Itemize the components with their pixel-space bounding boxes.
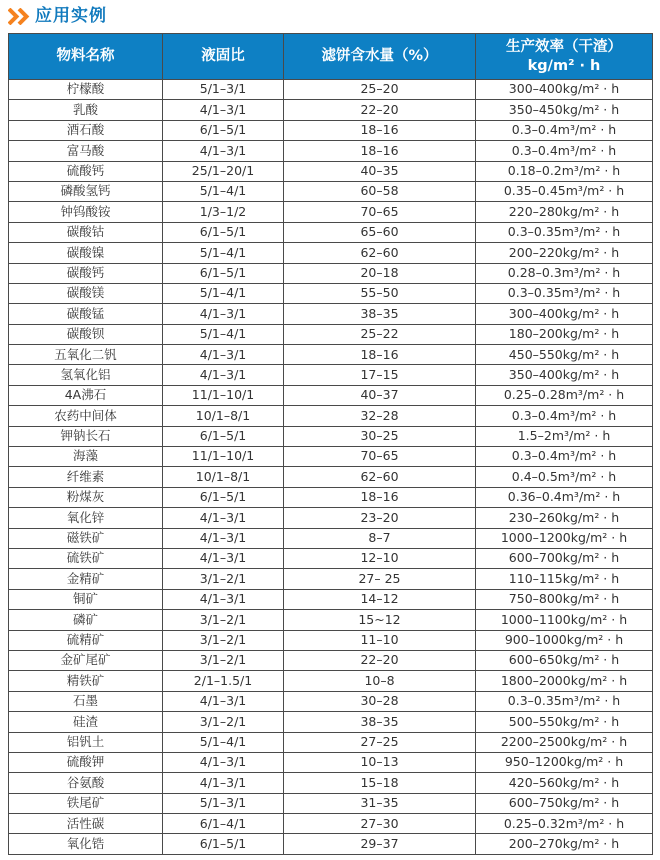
cell-efficiency: 500–550kg/m² · h	[476, 712, 653, 732]
table-row	[9, 222, 653, 242]
table-row	[9, 732, 653, 752]
table-row	[9, 120, 653, 140]
cell-efficiency: 750–800kg/m² · h	[476, 589, 653, 609]
cell-name: 酒石酸	[9, 120, 163, 140]
double-chevron-icon	[8, 8, 30, 25]
table-row	[9, 243, 653, 263]
table-row	[9, 406, 653, 426]
cell-efficiency: 300–400kg/m² · h	[476, 304, 653, 324]
cell-moisture: 62–60	[284, 467, 476, 487]
cell-ratio: 5/1–3/1	[163, 793, 284, 813]
table-row	[9, 161, 653, 181]
cell-ratio: 25/1–20/1	[163, 161, 284, 181]
cell-efficiency: 0.3–0.4m³/m² · h	[476, 447, 653, 467]
cell-efficiency: 1800–2000kg/m² · h	[476, 671, 653, 691]
cell-name: 粉煤灰	[9, 487, 163, 507]
cell-moisture: 31–35	[284, 793, 476, 813]
table-row	[9, 814, 653, 834]
cell-name: 硫酸钙	[9, 161, 163, 181]
cell-efficiency: 0.3–0.4m³/m² · h	[476, 406, 653, 426]
cell-efficiency: 230–260kg/m² · h	[476, 508, 653, 528]
table-row	[9, 263, 653, 283]
cell-name: 4A沸石	[9, 385, 163, 405]
cell-moisture: 40–37	[284, 385, 476, 405]
cell-efficiency: 0.3–0.4m³/m² · h	[476, 141, 653, 161]
table-row	[9, 141, 653, 161]
cell-ratio: 6/1–5/1	[163, 120, 284, 140]
cell-ratio: 3/1–2/1	[163, 610, 284, 630]
cell-name: 碳酸钙	[9, 263, 163, 283]
cell-name: 硫酸钾	[9, 752, 163, 772]
cell-name: 磷矿	[9, 610, 163, 630]
cell-efficiency: 180–200kg/m² · h	[476, 324, 653, 344]
cell-ratio: 3/1–2/1	[163, 650, 284, 670]
cell-efficiency: 0.35–0.45m³/m² · h	[476, 181, 653, 201]
cell-name: 铜矿	[9, 589, 163, 609]
table-row	[9, 548, 653, 568]
cell-ratio: 1/3–1/2	[163, 202, 284, 222]
table-row	[9, 385, 653, 405]
efficiency-header-line2: kg/m² · h	[527, 57, 601, 74]
col-header-ratio: 液固比	[163, 34, 284, 80]
cell-efficiency: 600–650kg/m² · h	[476, 650, 653, 670]
cell-moisture: 30–25	[284, 426, 476, 446]
cell-efficiency: 1000–1100kg/m² · h	[476, 610, 653, 630]
cell-efficiency: 0.3–0.35m³/m² · h	[476, 283, 653, 303]
table-row	[9, 304, 653, 324]
application-examples-table	[8, 33, 653, 855]
cell-efficiency: 0.3–0.4m³/m² · h	[476, 120, 653, 140]
cell-efficiency: 0.4–0.5m³/m² · h	[476, 467, 653, 487]
cell-moisture: 17–15	[284, 365, 476, 385]
cell-ratio: 4/1–3/1	[163, 548, 284, 568]
cell-moisture: 60–58	[284, 181, 476, 201]
page-title: 应用实例	[35, 5, 107, 26]
cell-efficiency: 350–450kg/m² · h	[476, 100, 653, 120]
cell-efficiency: 350–400kg/m² · h	[476, 365, 653, 385]
table-row	[9, 345, 653, 365]
cell-name: 硅渣	[9, 712, 163, 732]
cell-efficiency: 200–270kg/m² · h	[476, 834, 653, 854]
cell-moisture: 15~12	[284, 610, 476, 630]
cell-name: 农药中间体	[9, 406, 163, 426]
cell-ratio: 6/1–5/1	[163, 834, 284, 854]
cell-ratio: 4/1–3/1	[163, 100, 284, 120]
cell-ratio: 3/1–2/1	[163, 630, 284, 650]
table-row	[9, 80, 653, 100]
table-row	[9, 181, 653, 201]
cell-ratio: 4/1–3/1	[163, 528, 284, 548]
cell-name: 氧化锌	[9, 508, 163, 528]
cell-efficiency: 0.25–0.28m³/m² · h	[476, 385, 653, 405]
cell-ratio: 4/1–3/1	[163, 508, 284, 528]
cell-name: 碳酸镍	[9, 243, 163, 263]
cell-name: 氢氧化铝	[9, 365, 163, 385]
cell-efficiency: 1.5–2m³/m² · h	[476, 426, 653, 446]
cell-moisture: 70–65	[284, 447, 476, 467]
cell-name: 柠檬酸	[9, 80, 163, 100]
cell-moisture: 22–20	[284, 650, 476, 670]
cell-moisture: 22–20	[284, 100, 476, 120]
table-row	[9, 773, 653, 793]
cell-moisture: 18–16	[284, 487, 476, 507]
cell-ratio: 4/1–3/1	[163, 365, 284, 385]
cell-ratio: 3/1–2/1	[163, 712, 284, 732]
cell-name: 氧化锆	[9, 834, 163, 854]
cell-efficiency: 450–550kg/m² · h	[476, 345, 653, 365]
cell-moisture: 55–50	[284, 283, 476, 303]
table-row	[9, 202, 653, 222]
table-row	[9, 691, 653, 711]
table-row	[9, 569, 653, 589]
cell-ratio: 6/1–4/1	[163, 814, 284, 834]
cell-name: 碳酸锰	[9, 304, 163, 324]
cell-efficiency: 1000–1200kg/m² · h	[476, 528, 653, 548]
cell-name: 磁铁矿	[9, 528, 163, 548]
table-row	[9, 447, 653, 467]
table-row	[9, 324, 653, 344]
cell-ratio: 5/1–4/1	[163, 181, 284, 201]
cell-ratio: 5/1–4/1	[163, 324, 284, 344]
col-header-material: 物料名称	[9, 34, 163, 80]
cell-moisture: 70–65	[284, 202, 476, 222]
cell-moisture: 27– 25	[284, 569, 476, 589]
cell-ratio: 4/1–3/1	[163, 752, 284, 772]
cell-name: 乳酸	[9, 100, 163, 120]
cell-moisture: 38–35	[284, 712, 476, 732]
cell-efficiency: 200–220kg/m² · h	[476, 243, 653, 263]
cell-efficiency: 900–1000kg/m² · h	[476, 630, 653, 650]
cell-name: 铝钒土	[9, 732, 163, 752]
cell-efficiency: 300–400kg/m² · h	[476, 80, 653, 100]
cell-efficiency: 0.18–0.2m³/m² · h	[476, 161, 653, 181]
cell-ratio: 10/1–8/1	[163, 467, 284, 487]
cell-ratio: 11/1–10/1	[163, 385, 284, 405]
cell-name: 富马酸	[9, 141, 163, 161]
cell-moisture: 25–22	[284, 324, 476, 344]
cell-efficiency: 220–280kg/m² · h	[476, 202, 653, 222]
cell-name: 钾钠长石	[9, 426, 163, 446]
cell-moisture: 25–20	[284, 80, 476, 100]
cell-moisture: 20–18	[284, 263, 476, 283]
cell-moisture: 18–16	[284, 345, 476, 365]
cell-name: 精铁矿	[9, 671, 163, 691]
cell-ratio: 2/1–1.5/1	[163, 671, 284, 691]
cell-moisture: 29–37	[284, 834, 476, 854]
cell-efficiency: 2200–2500kg/m² · h	[476, 732, 653, 752]
cell-efficiency: 0.3–0.35m³/m² · h	[476, 222, 653, 242]
cell-name: 五氧化二钒	[9, 345, 163, 365]
cell-ratio: 6/1–5/1	[163, 263, 284, 283]
cell-moisture: 15–18	[284, 773, 476, 793]
cell-ratio: 4/1–3/1	[163, 691, 284, 711]
cell-name: 硫精矿	[9, 630, 163, 650]
cell-moisture: 14–12	[284, 589, 476, 609]
cell-name: 硫铁矿	[9, 548, 163, 568]
table-row	[9, 100, 653, 120]
table-header-row	[9, 34, 653, 80]
cell-moisture: 40–35	[284, 161, 476, 181]
cell-name: 碳酸钴	[9, 222, 163, 242]
col-header-efficiency	[476, 34, 653, 80]
cell-name: 磷酸氢钙	[9, 181, 163, 201]
cell-ratio: 5/1–3/1	[163, 80, 284, 100]
table-row	[9, 793, 653, 813]
efficiency-header-line1: 生产效率（干渣）	[506, 39, 622, 56]
table-row	[9, 712, 653, 732]
cell-name: 碳酸钡	[9, 324, 163, 344]
cell-moisture: 38–35	[284, 304, 476, 324]
cell-ratio: 6/1–5/1	[163, 222, 284, 242]
cell-name: 碳酸镁	[9, 283, 163, 303]
col-header-moisture: 滤饼含水量（%）	[284, 34, 476, 80]
cell-name: 金精矿	[9, 569, 163, 589]
cell-name: 海藻	[9, 447, 163, 467]
cell-moisture: 10–13	[284, 752, 476, 772]
cell-moisture: 8–7	[284, 528, 476, 548]
cell-efficiency: 0.25–0.32m³/m² · h	[476, 814, 653, 834]
cell-name: 谷氨酸	[9, 773, 163, 793]
cell-ratio: 10/1–8/1	[163, 406, 284, 426]
cell-moisture: 11–10	[284, 630, 476, 650]
cell-moisture: 32–28	[284, 406, 476, 426]
cell-ratio: 6/1–5/1	[163, 426, 284, 446]
table-row	[9, 528, 653, 548]
cell-name: 石墨	[9, 691, 163, 711]
table-row	[9, 426, 653, 446]
table-body	[9, 80, 653, 855]
cell-efficiency: 0.36–0.4m³/m² · h	[476, 487, 653, 507]
cell-ratio: 6/1–5/1	[163, 487, 284, 507]
section-title-bar	[0, 0, 660, 33]
cell-efficiency: 600–700kg/m² · h	[476, 548, 653, 568]
table-row	[9, 671, 653, 691]
cell-moisture: 30–28	[284, 691, 476, 711]
cell-name: 纤维素	[9, 467, 163, 487]
cell-efficiency: 0.3–0.35m³/m² · h	[476, 691, 653, 711]
cell-efficiency: 420–560kg/m² · h	[476, 773, 653, 793]
cell-efficiency: 0.28–0.3m³/m² · h	[476, 263, 653, 283]
cell-efficiency: 110–115kg/m² · h	[476, 569, 653, 589]
table-row	[9, 467, 653, 487]
cell-moisture: 65–60	[284, 222, 476, 242]
table-row	[9, 630, 653, 650]
cell-moisture: 18–16	[284, 120, 476, 140]
cell-ratio: 4/1–3/1	[163, 141, 284, 161]
cell-ratio: 4/1–3/1	[163, 773, 284, 793]
cell-moisture: 23–20	[284, 508, 476, 528]
cell-moisture: 62–60	[284, 243, 476, 263]
table-row	[9, 610, 653, 630]
cell-ratio: 5/1–4/1	[163, 243, 284, 263]
table-row	[9, 589, 653, 609]
cell-name: 钟钨酸铵	[9, 202, 163, 222]
table-row	[9, 508, 653, 528]
cell-name: 金矿尾矿	[9, 650, 163, 670]
cell-ratio: 4/1–3/1	[163, 345, 284, 365]
cell-name: 铁尾矿	[9, 793, 163, 813]
cell-moisture: 27–30	[284, 814, 476, 834]
cell-ratio: 3/1–2/1	[163, 569, 284, 589]
cell-ratio: 5/1–4/1	[163, 732, 284, 752]
table-row	[9, 752, 653, 772]
cell-efficiency: 950–1200kg/m² · h	[476, 752, 653, 772]
table-row	[9, 283, 653, 303]
cell-moisture: 18–16	[284, 141, 476, 161]
cell-moisture: 12–10	[284, 548, 476, 568]
table-row	[9, 650, 653, 670]
table-row	[9, 365, 653, 385]
table-row	[9, 487, 653, 507]
cell-moisture: 10–8	[284, 671, 476, 691]
cell-name: 活性碳	[9, 814, 163, 834]
cell-ratio: 5/1–4/1	[163, 283, 284, 303]
cell-efficiency: 600–750kg/m² · h	[476, 793, 653, 813]
cell-ratio: 4/1–3/1	[163, 304, 284, 324]
cell-ratio: 11/1–10/1	[163, 447, 284, 467]
table-row	[9, 834, 653, 854]
cell-moisture: 27–25	[284, 732, 476, 752]
cell-ratio: 4/1–3/1	[163, 589, 284, 609]
